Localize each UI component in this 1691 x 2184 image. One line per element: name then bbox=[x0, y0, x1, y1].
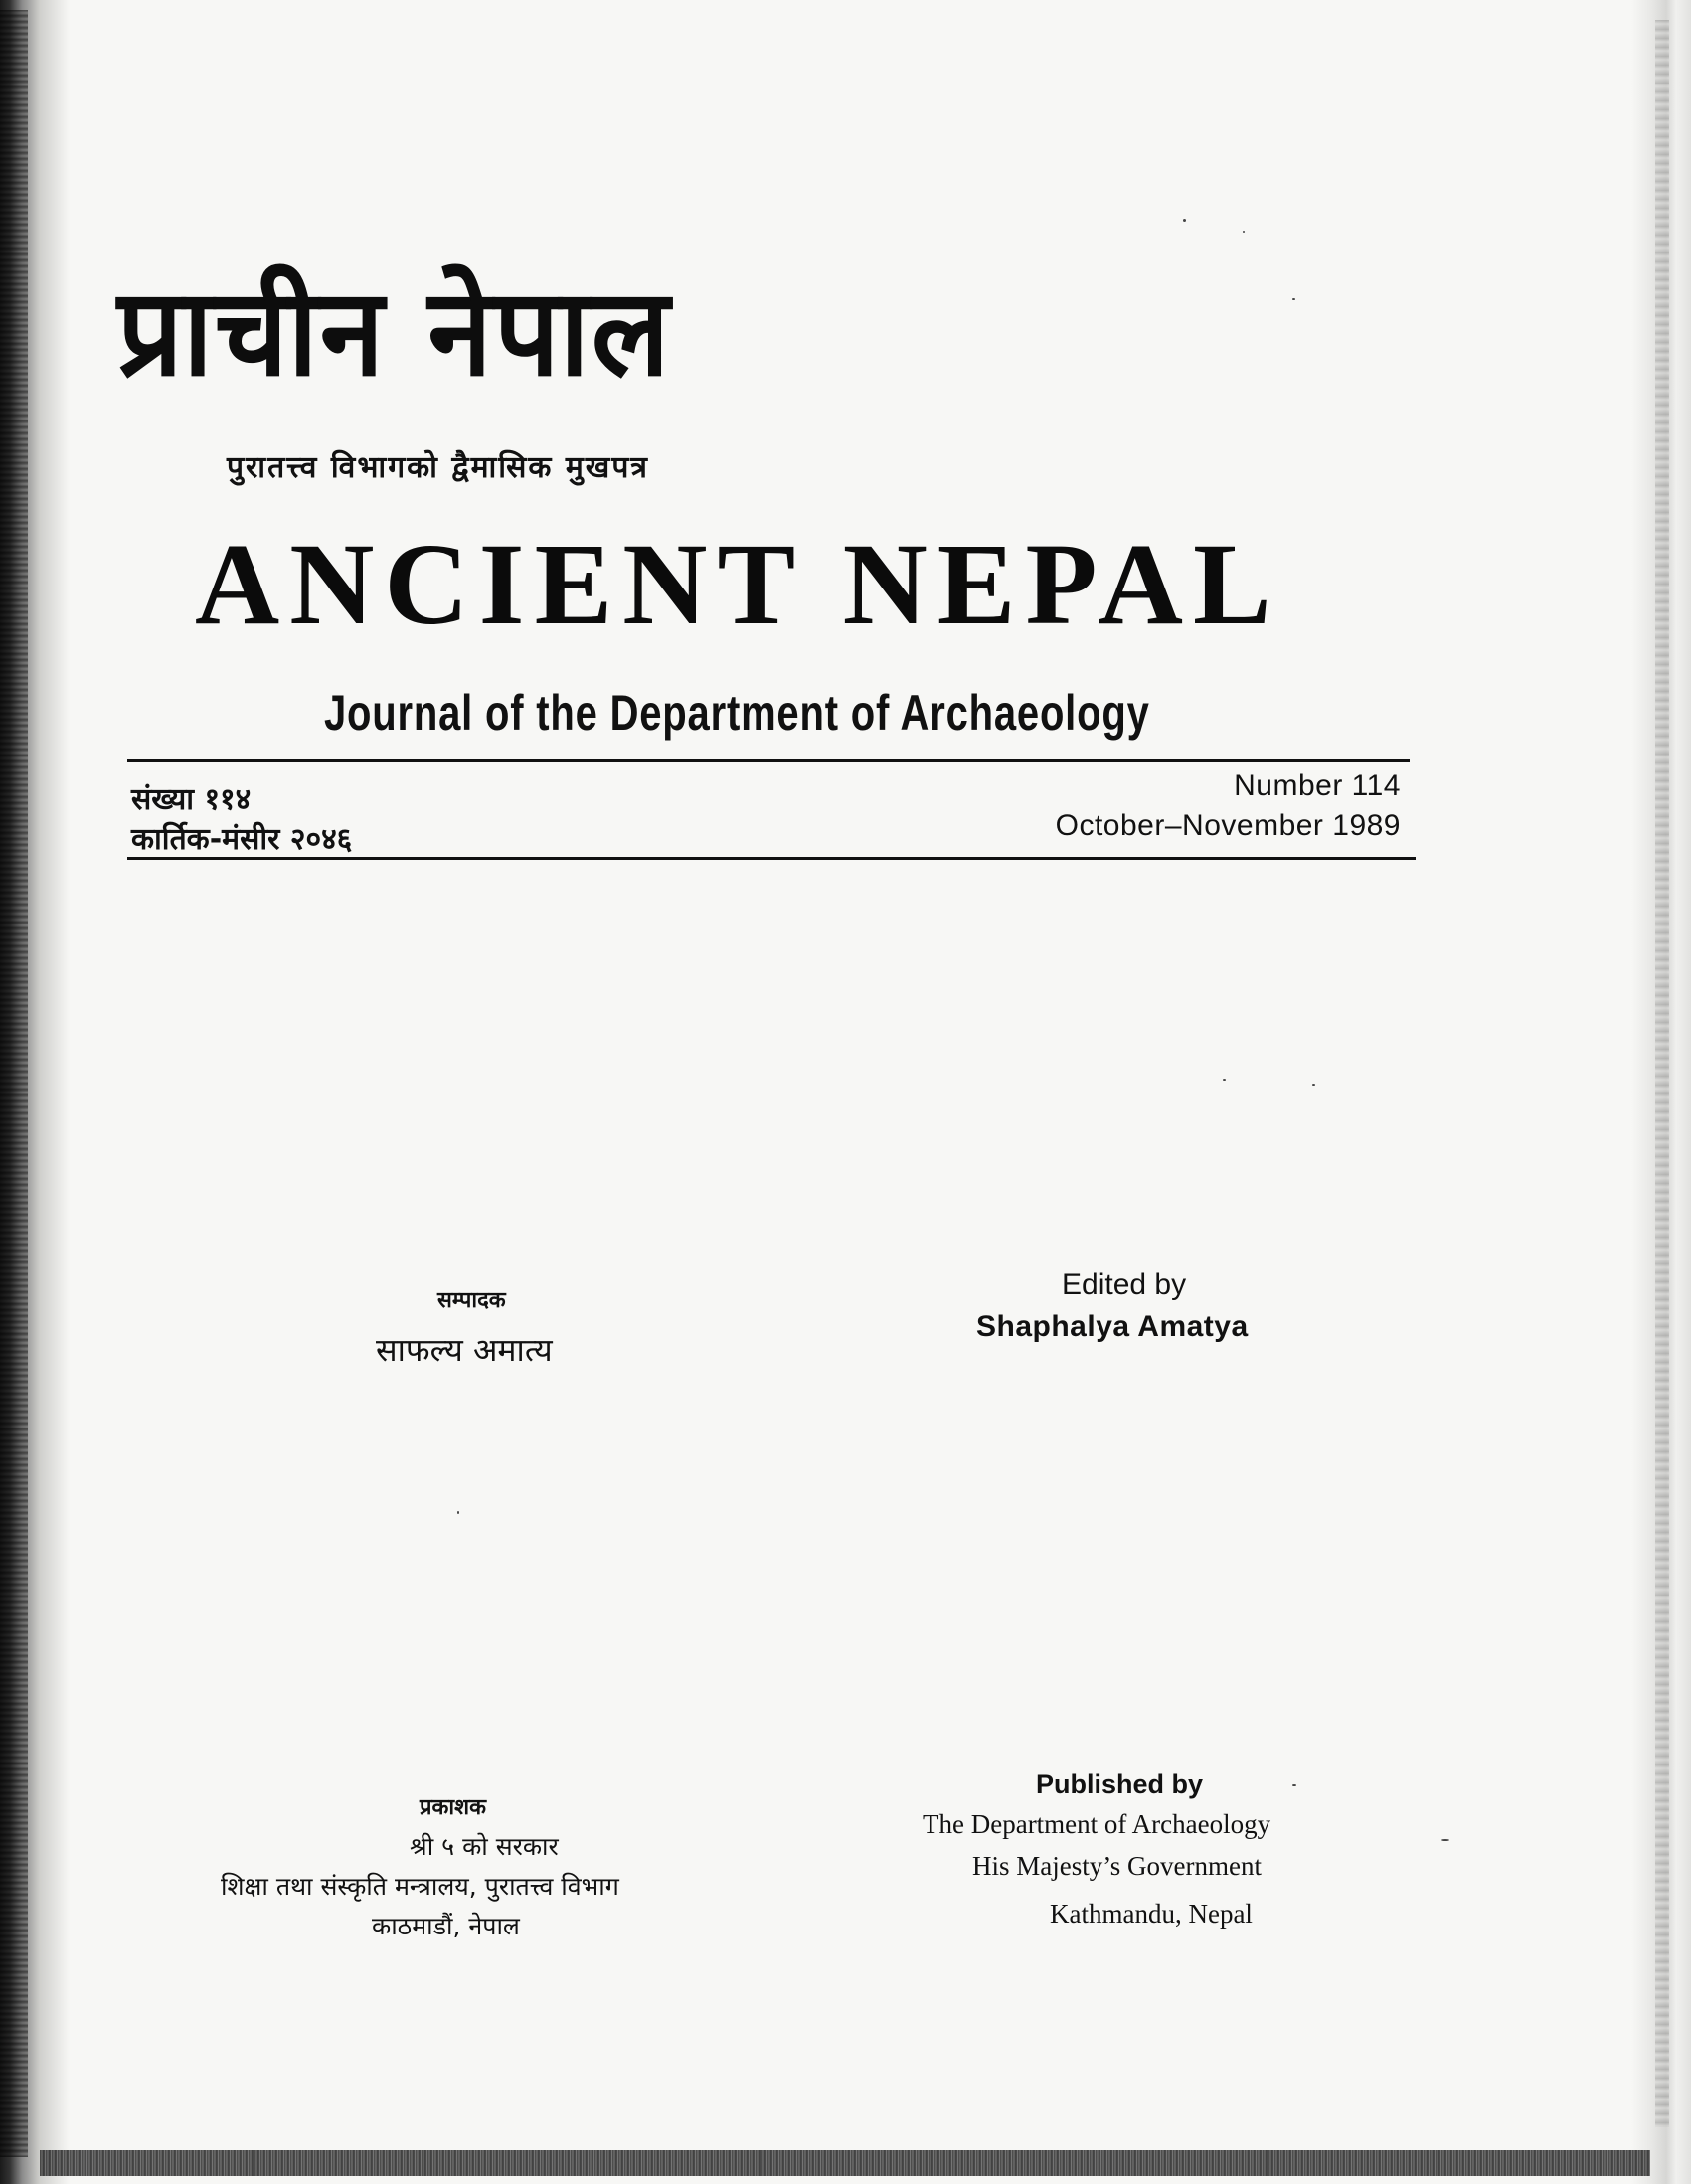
publisher-line1-devanagari: श्री ५ को सरकार bbox=[410, 1832, 559, 1861]
editor-label-english: Edited by bbox=[1062, 1268, 1187, 1301]
issue-date-english: October–November 1989 bbox=[1055, 809, 1401, 842]
journal-subtitle: Journal of the Department of Archaeology bbox=[324, 685, 1150, 741]
scan-speck bbox=[457, 1511, 459, 1514]
scan-edge-left bbox=[0, 10, 28, 2157]
issue-date-devanagari: कार्तिक-मंसीर २०४६ bbox=[131, 822, 353, 857]
scan-speck bbox=[1441, 1839, 1449, 1841]
scan-edge-right bbox=[1655, 20, 1669, 2127]
publisher-line3-english: Kathmandu, Nepal bbox=[1050, 1899, 1253, 1929]
issue-number-english: Number 114 bbox=[1234, 769, 1401, 802]
issue-number-devanagari: संख्या ११४ bbox=[131, 782, 252, 817]
masthead-title-devanagari: प्राचीन नेपाल bbox=[117, 261, 672, 404]
scan-edge-bottom bbox=[40, 2150, 1650, 2176]
editor-name-devanagari: साफल्य अमात्य bbox=[376, 1331, 553, 1369]
masthead-subtitle-devanagari: पुरातत्त्व विभागको द्वैमासिक मुखपत्र bbox=[227, 450, 649, 485]
publisher-line2-english: His Majesty’s Government bbox=[972, 1851, 1262, 1881]
publisher-line2-devanagari: शिक्षा तथा संस्कृति मन्त्रालय, पुरातत्त्व विभाग bbox=[221, 1872, 619, 1901]
scan-speck bbox=[1292, 1784, 1296, 1786]
publisher-label-english: Published by bbox=[1036, 1769, 1204, 1799]
editor-name-english: Shaphalya Amatya bbox=[976, 1310, 1249, 1343]
scan-speck bbox=[1223, 1079, 1226, 1081]
scan-speck bbox=[1292, 298, 1295, 300]
publisher-label-devanagari: प्रकाशक bbox=[420, 1795, 486, 1820]
scan-speck bbox=[1312, 1084, 1315, 1086]
publisher-line1-english: The Department of Archaeology bbox=[923, 1809, 1271, 1839]
scan-speck bbox=[1183, 219, 1186, 222]
issue-rule-top bbox=[127, 759, 1410, 762]
issue-rule-bottom bbox=[127, 857, 1416, 860]
scan-speck bbox=[1243, 231, 1245, 233]
publisher-line3-devanagari: काठमाडौं, नेपाल bbox=[372, 1912, 520, 1940]
masthead-title-english: ANCIENT NEPAL bbox=[195, 519, 1281, 649]
editor-label-devanagari: सम्पादक bbox=[437, 1288, 506, 1313]
